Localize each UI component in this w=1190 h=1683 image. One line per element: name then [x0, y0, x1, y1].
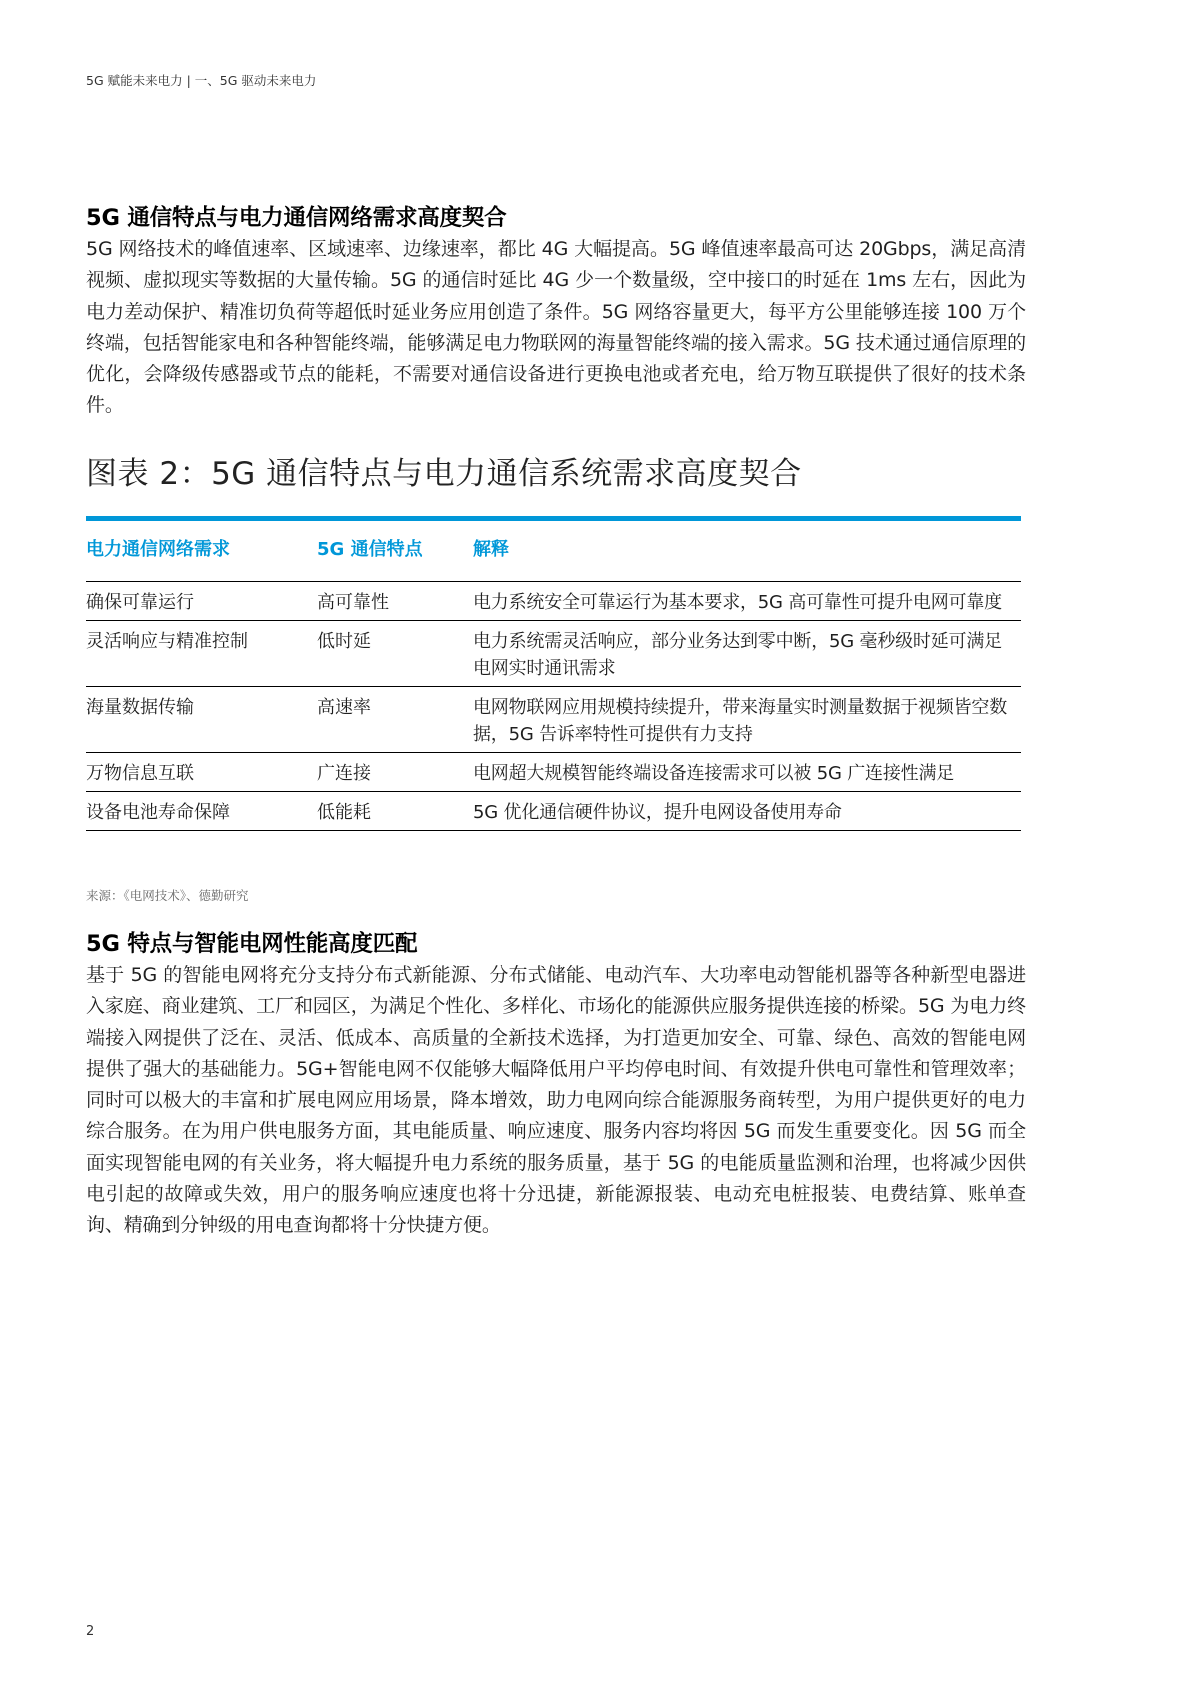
figure-title: 图表 2：5G 通信特点与电力通信系统需求高度契合: [86, 456, 802, 492]
section-5g-smart-grid: [86, 928, 1026, 1242]
column-header-5g-feature: 5G 通信特点: [317, 521, 473, 582]
table-row: [86, 582, 1021, 621]
section-title: 5G 特点与智能电网性能高度匹配: [86, 931, 418, 957]
cell-requirement: 万物信息互联: [86, 753, 317, 792]
table: [86, 521, 1021, 831]
column-header-explanation: 解释: [473, 521, 1021, 582]
cell-requirement: 确保可靠运行: [86, 582, 317, 621]
cell-explanation: 电网物联网应用规模持续提升，带来海量实时测量数据于视频皆空数据，5G 告诉率特性可提供有力支持: [473, 687, 1021, 753]
cell-5g-feature: 低能耗: [317, 792, 473, 831]
column-header-requirement: 电力通信网络需求: [86, 521, 317, 582]
section-title: 5G 通信特点与电力通信网络需求高度契合: [86, 205, 507, 231]
section-body: 基于 5G 的智能电网将充分支持分布式新能源、分布式储能、电动汽车、大功率电动智能机器等各种新型电器进入家庭、商业建筑、工厂和园区，为满足个性化、多样化、市场化的能源供应服务提供连接的桥梁。5G 为电力终端接入网提供了泛在、灵活、低成本、高质量的全新技术选择，为打造更加安全、可靠、绿色、高效的智能电网提供了强大的基础能力。5G+智能电网不仅能够大幅降低用户平均停电时间、有效提升供电可靠性和管理效率；同时可以极大的丰富和扩展电网应用场景，降本增效，助力电网向综合能源服务商转型，为用户提供更好的电力综合服务。在为用户供电服务方面，其电能质量、响应速度、服务内容均将因 5G 而发生重要变化。因 5G 而全面实现智能电网的有关业务，将大幅提升电力系统的服务质量，基于 5G 的电能质量监测和治理，也将减少因供电引起的故障或失效，用户的服务响应速度也将十分迅捷，新能源报装、电动充电桩报装、电费结算、账单查询、精确到分钟级的用电查询都将十分快捷方便。: [86, 964, 1026, 1237]
cell-explanation: 电力系统需灵活响应，部分业务达到零中断，5G 毫秒级时延可满足电网实时通讯需求: [473, 621, 1021, 687]
cell-requirement: 灵活响应与精准控制: [86, 621, 317, 687]
cell-requirement: 设备电池寿命保障: [86, 792, 317, 831]
comparison-table: [86, 516, 1021, 831]
cell-5g-feature: 低时延: [317, 621, 473, 687]
table-row: [86, 621, 1021, 687]
cell-5g-feature: 高可靠性: [317, 582, 473, 621]
table-header-row: [86, 521, 1021, 582]
cell-requirement: 海量数据传输: [86, 687, 317, 753]
section-body: 5G 网络技术的峰值速率、区域速率、边缘速率，都比 4G 大幅提高。5G 峰值速率最高可达 20Gbps，满足高清视频、虚拟现实等数据的大量传输。5G 的通信时延比 4G 少一个数量级，空中接口的时延在 1ms 左右，因此为电力差动保护、精准切负荷等超低时延业务应用创造了条件。5G 网络容量更大，每平方公里能够连接 100 万个终端，包括智能家电和各种智能终端，能够满足电力物联网的海量智能终端的接入需求。5G 技术通过通信原理的优化，会降级传感器或节点的能耗，不需要对通信设备进行更换电池或者充电，给万物互联提供了很好的技术条件。: [86, 238, 1026, 417]
cell-5g-feature: 高速率: [317, 687, 473, 753]
cell-5g-feature: 广连接: [317, 753, 473, 792]
table-row: [86, 792, 1021, 831]
cell-explanation: 5G 优化通信硬件协议，提升电网设备使用寿命: [473, 792, 1021, 831]
table-row: [86, 753, 1021, 792]
cell-explanation: 电网超大规模智能终端设备连接需求可以被 5G 广连接性满足: [473, 753, 1021, 792]
cell-explanation: 电力系统安全可靠运行为基本要求，5G 高可靠性可提升电网可靠度: [473, 582, 1021, 621]
table-row: [86, 687, 1021, 753]
figure-source: 来源：《电网技术》、德勤研究: [86, 888, 249, 903]
page-number: 2: [86, 1624, 95, 1639]
section-5g-power-communication: [86, 202, 1026, 422]
running-header: 5G 赋能未来电力 | 一、5G 驱动未来电力: [86, 73, 317, 88]
